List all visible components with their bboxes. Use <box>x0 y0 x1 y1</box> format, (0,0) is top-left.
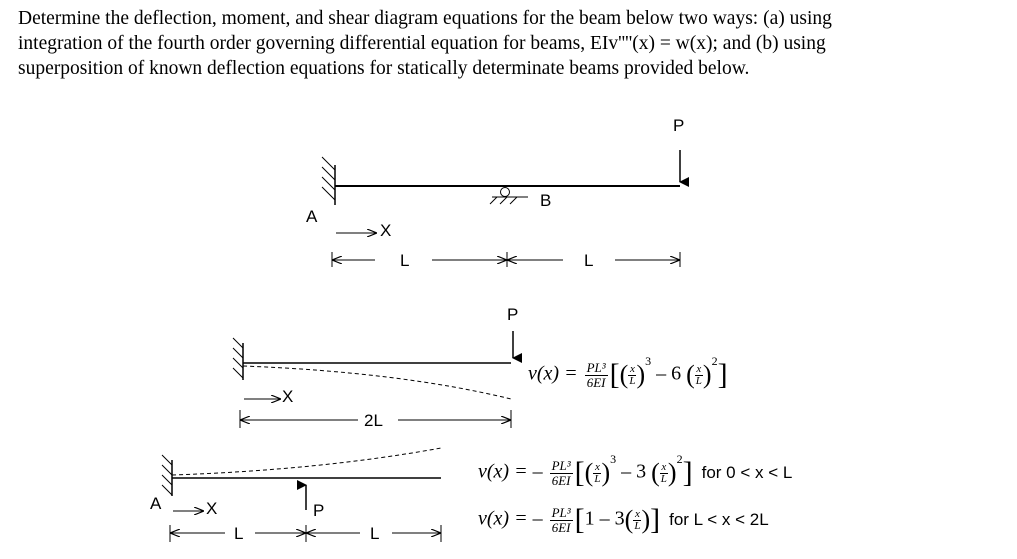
figure2-equation: v(x) = $\frac{\text{PL³}}{6EI}$ [( $\frac{x}{L}$ )$^3$ – 6 ( $\frac{x}{L}$ )$^2$] <box>528 354 728 391</box>
figure1-beam-group <box>306 116 684 270</box>
figure3-load-label: P <box>313 501 325 520</box>
figure2-beam-group <box>233 305 518 430</box>
figure2-load-label: P <box>507 305 519 324</box>
figure3-equation-1: v(x) = – $\frac{\text{PL³}}{6EI}$ [( $\frac{x}{L}$ )$^3$ – 3 ( $\frac{x}{L}$ )$^2$] for 0 < x < L <box>478 452 793 489</box>
figure1-x-label: X <box>380 221 392 240</box>
figure3-x-label: X <box>206 499 218 518</box>
figure3-equation-2: v(x) = – $\frac{\text{PL³}}{6EI}$ [1 – 3( $\frac{x}{L}$ )] for L < x < 2L <box>478 503 769 536</box>
figure3-support-a-label: A <box>150 494 162 513</box>
figure3-fixed-support-icon <box>162 455 172 496</box>
figure2-eq-lhs: v(x) = <box>528 362 578 385</box>
figure3-eq2-condition: for L < x < 2L <box>669 509 769 529</box>
figure2-fixed-support-icon <box>233 338 243 380</box>
figure2-eq-term: – 6 <box>656 362 682 385</box>
figure3-span2-label: L <box>370 524 380 543</box>
problem-line-1: Determine the deflection, moment, and shear diagram equations for the beam below two ways: (a) using <box>18 8 832 29</box>
figure1-load-label: P <box>673 116 685 135</box>
figure1-support-b-label: B <box>540 191 552 210</box>
problem-line-3: superposition of known deflection equations for statically determinate beams provided below. <box>18 58 750 79</box>
figure2-span-label: 2L <box>364 411 383 430</box>
figure3-eq2-lhs: v(x) = – <box>478 507 543 530</box>
figure1-span1-label: L <box>400 251 410 270</box>
figure3-span1-label: L <box>234 524 244 543</box>
figure3-deflected-shape <box>172 448 441 475</box>
problem-line-2: integration of the fourth order governing differential equation for beams, EIv''''(x) = w(x); and (b) using <box>18 33 826 54</box>
figure2-eq-coefficient: $\frac{\text{PL³}}{6EI}$ <box>586 359 606 390</box>
figure1-roller-support-icon <box>490 188 528 205</box>
figure1-span2-label: L <box>584 251 594 270</box>
figure1-fixed-support-icon <box>322 157 335 205</box>
figure1-support-a-label: A <box>306 207 318 226</box>
figure3-eq1-condition: for 0 < x < L <box>701 462 793 482</box>
figure2-x-label: X <box>282 387 294 406</box>
figure3-eq1-lhs: v(x) = – <box>478 460 543 483</box>
figure3-beam-group <box>150 448 441 543</box>
